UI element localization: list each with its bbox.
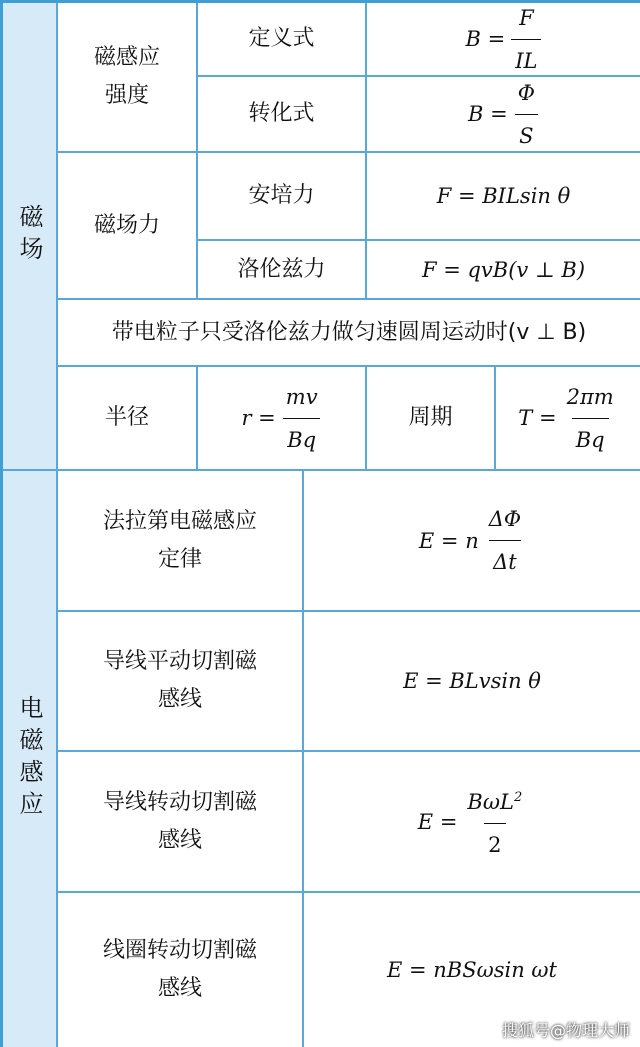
field-force-label: 磁场力 bbox=[93, 212, 160, 238]
definition-label: 定义式 bbox=[248, 26, 315, 51]
radius-formula-denominator: Bq bbox=[283, 418, 320, 459]
rotational-formula-denominator: 2 bbox=[484, 823, 505, 864]
conversion-cell bbox=[198, 77, 365, 151]
period-cell bbox=[367, 367, 494, 469]
coil-label: 线圈转动切割磁感线 bbox=[103, 938, 258, 1001]
period-formula: T = $\frac{2\pi m}{Bq}$ bbox=[518, 378, 617, 459]
section-magnetic-field-label: 磁场 bbox=[15, 204, 43, 268]
conversion-formula-numerator: Φ bbox=[517, 80, 535, 105]
lorentz-formula: F = qvB(v ⊥ B) bbox=[421, 257, 586, 282]
period-formula-lhs: T bbox=[518, 406, 533, 430]
faraday-cell bbox=[58, 471, 302, 610]
field-force-cell bbox=[58, 153, 196, 298]
radius-label: 半径 bbox=[104, 405, 149, 430]
conversion-formula-cell bbox=[367, 77, 640, 151]
radius-formula: r = $\frac{mv}{Bq}$ bbox=[241, 378, 321, 459]
translational-cell bbox=[58, 612, 302, 750]
section-magnetic-field bbox=[3, 3, 56, 469]
conversion-formula-denominator: S bbox=[515, 114, 537, 155]
faraday-formula-cell bbox=[304, 471, 640, 610]
conversion-label: 转化式 bbox=[248, 101, 315, 126]
radius-formula-cell bbox=[198, 367, 365, 469]
period-formula-denominator: Bq bbox=[572, 418, 609, 459]
lorentz-cell bbox=[198, 241, 365, 298]
rotational-cell bbox=[58, 752, 302, 891]
radius-formula-lhs: r bbox=[241, 406, 252, 430]
lorentz-label: 洛伦兹力 bbox=[237, 256, 326, 282]
b-strength-cell bbox=[58, 3, 196, 151]
coil-cell bbox=[58, 893, 302, 1047]
rotational-formula: E = $\frac{B\omega L^2}{2}$ bbox=[418, 779, 526, 864]
faraday-formula-numerator: ΔΦ bbox=[488, 507, 522, 531]
period-formula-cell bbox=[496, 367, 640, 469]
period-label: 周期 bbox=[408, 405, 453, 430]
rotational-formula-lhs: E bbox=[417, 809, 434, 834]
lorentz-formula-cell bbox=[367, 241, 640, 298]
rotational-formula-numerator: BωL bbox=[467, 790, 514, 814]
definition-formula: B = $\frac{F}{IL}$ bbox=[466, 0, 542, 80]
definition-formula-denominator: IL bbox=[511, 39, 541, 80]
definition-formula-numerator: F bbox=[519, 5, 534, 30]
faraday-formula-coef: n bbox=[465, 528, 479, 553]
faraday-label: 法拉第电磁感应定律 bbox=[103, 508, 258, 572]
watermark: 搜狐号@物理大师 bbox=[501, 1021, 630, 1040]
period-formula-numerator: 2πm bbox=[566, 384, 614, 409]
rotational-label: 导线转动切割磁感线 bbox=[103, 789, 258, 853]
rotational-formula-cell bbox=[304, 752, 640, 891]
translational-formula-cell bbox=[304, 612, 640, 750]
radius-formula-numerator: mv bbox=[285, 384, 318, 409]
faraday-formula-lhs: E bbox=[418, 528, 435, 553]
radius-cell bbox=[58, 367, 196, 469]
ampere-formula: F = BILsin θ bbox=[436, 184, 571, 208]
translational-formula: E = BLvsin θ bbox=[403, 669, 541, 693]
translational-label: 导线平动切割磁感线 bbox=[103, 649, 258, 712]
conversion-formula-lhs: B bbox=[468, 102, 484, 126]
definition-formula-lhs: B bbox=[465, 27, 481, 51]
ampere-label: 安培力 bbox=[248, 183, 315, 208]
ampere-cell bbox=[198, 153, 365, 239]
coil-formula: E = nBSωsin ωt bbox=[387, 958, 557, 982]
charged-particle-row bbox=[58, 300, 640, 365]
ampere-formula-cell bbox=[367, 153, 640, 239]
rotational-formula-exponent: 2 bbox=[513, 790, 523, 805]
faraday-formula: E = n $\frac{\Delta\Phi}{\Delta t}$ bbox=[419, 500, 525, 581]
faraday-formula-denominator: Δt bbox=[489, 540, 521, 581]
section-em-induction-label: 电磁感应 bbox=[15, 695, 43, 823]
section-em-induction bbox=[3, 471, 56, 1047]
conversion-formula: B = $\frac{\Phi}{S}$ bbox=[468, 74, 539, 155]
definition-formula-cell bbox=[367, 3, 640, 75]
charged-particle-text: 带电粒子只受洛伦兹力做匀速圆周运动时(v ⊥ B) bbox=[111, 319, 587, 345]
b-strength-label: 磁感应强度 bbox=[93, 45, 160, 108]
definition-cell bbox=[198, 3, 365, 75]
